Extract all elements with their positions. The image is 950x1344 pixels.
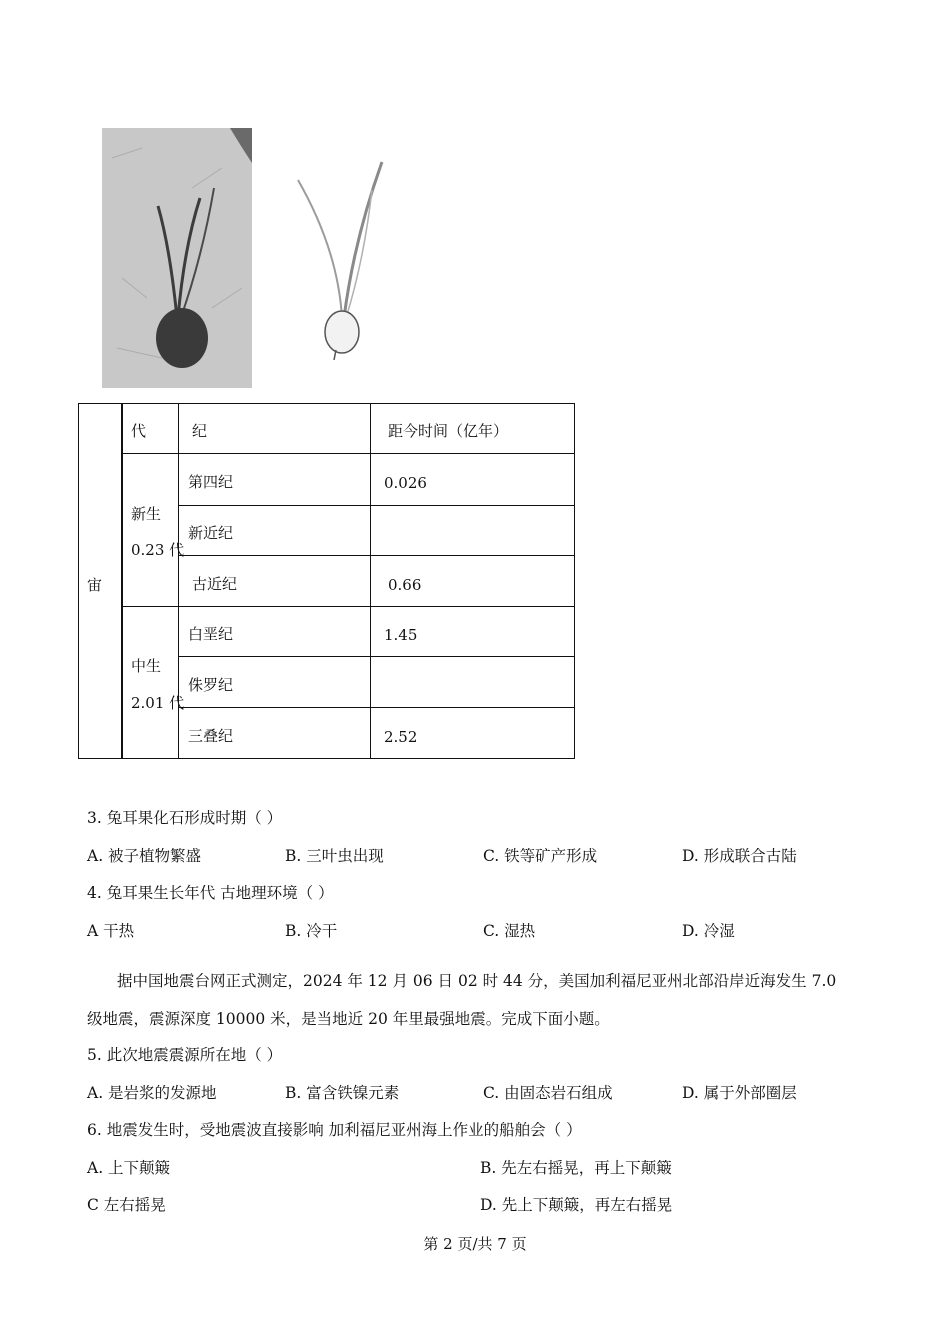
header-time: 距今时间（亿年）: [388, 422, 509, 440]
question-3-stem: 3. 兔耳果化石形成时期（ ）: [87, 809, 283, 827]
fossil-photo: [102, 128, 252, 388]
period-row-1: 第四纪: [188, 473, 234, 491]
question-4-option-a: A 干热: [87, 922, 135, 940]
question-6-stem: 6. 地震发生时，受地震波直接影响 加利福尼亚州海上作业的船舶会（ ）: [87, 1121, 582, 1139]
passage-line-2: 级地震，震源深度 10000 米，是当地近 20 年里最强地震。完成下面小题。: [87, 1010, 610, 1028]
period-row-3: 古近纪: [192, 575, 238, 593]
time-row-1: 0.026: [384, 474, 427, 492]
passage-line-1: 据中国地震台网正式测定，2024 年 12 月 06 日 02 时 44 分，美国加利福尼亚州北部沿岸近海发生 7.0: [117, 972, 837, 990]
time-row-4: 1.45: [384, 626, 418, 644]
era-mesozoic-name: 中生: [131, 657, 162, 675]
era-cenozoic-name: 新生: [131, 505, 162, 523]
question-3-option-a: A. 被子植物繁盛: [87, 847, 202, 865]
question-6-option-c: C 左右摇晃: [87, 1196, 166, 1214]
eon-label: 宙: [87, 576, 103, 594]
geologic-time-table: [78, 403, 575, 759]
header-era: 代: [131, 422, 147, 440]
question-4-stem: 4. 兔耳果生长年代 古地理环境（ ）: [87, 884, 334, 902]
question-6-option-d: D. 先上下颠簸，再左右摇晃: [480, 1196, 673, 1214]
question-4-option-d: D. 冷湿: [682, 922, 735, 940]
fossil-reconstruction: [268, 150, 398, 390]
header-period: 纪: [192, 422, 208, 440]
question-5-stem: 5. 此次地震震源所在地（ ）: [87, 1046, 283, 1064]
time-row-6: 2.52: [384, 728, 418, 746]
period-row-6: 三叠纪: [188, 727, 234, 745]
period-row-4: 白垩纪: [188, 625, 234, 643]
fossil-photo-drawing: [102, 128, 252, 388]
question-3-option-d: D. 形成联合古陆: [682, 847, 797, 865]
era-cenozoic-value: 0.23 代: [131, 541, 185, 559]
question-5-option-b: B. 富含铁镍元素: [285, 1084, 400, 1102]
question-5-option-d: D. 属于外部圈层: [682, 1084, 797, 1102]
question-6-option-b: B. 先左右摇晃，再上下颠簸: [480, 1159, 672, 1177]
question-3-option-c: C. 铁等矿产形成: [483, 847, 598, 865]
fossil-drawing: [268, 150, 398, 390]
question-5-option-c: C. 由固态岩石组成: [483, 1084, 613, 1102]
question-3-option-b: B. 三叶虫出现: [285, 847, 384, 865]
question-5-option-a: A. 是岩浆的发源地: [87, 1084, 217, 1102]
question-6-option-a: A. 上下颠簸: [87, 1159, 171, 1177]
question-4-option-c: C. 湿热: [483, 922, 536, 940]
period-row-2: 新近纪: [188, 524, 234, 542]
period-row-5: 侏罗纪: [188, 676, 234, 694]
question-4-option-b: B. 冷干: [285, 922, 338, 940]
era-mesozoic-value: 2.01 代: [131, 694, 185, 712]
page-footer: 第 2 页/共 7 页: [423, 1235, 527, 1253]
time-row-3: 0.66: [388, 576, 422, 594]
